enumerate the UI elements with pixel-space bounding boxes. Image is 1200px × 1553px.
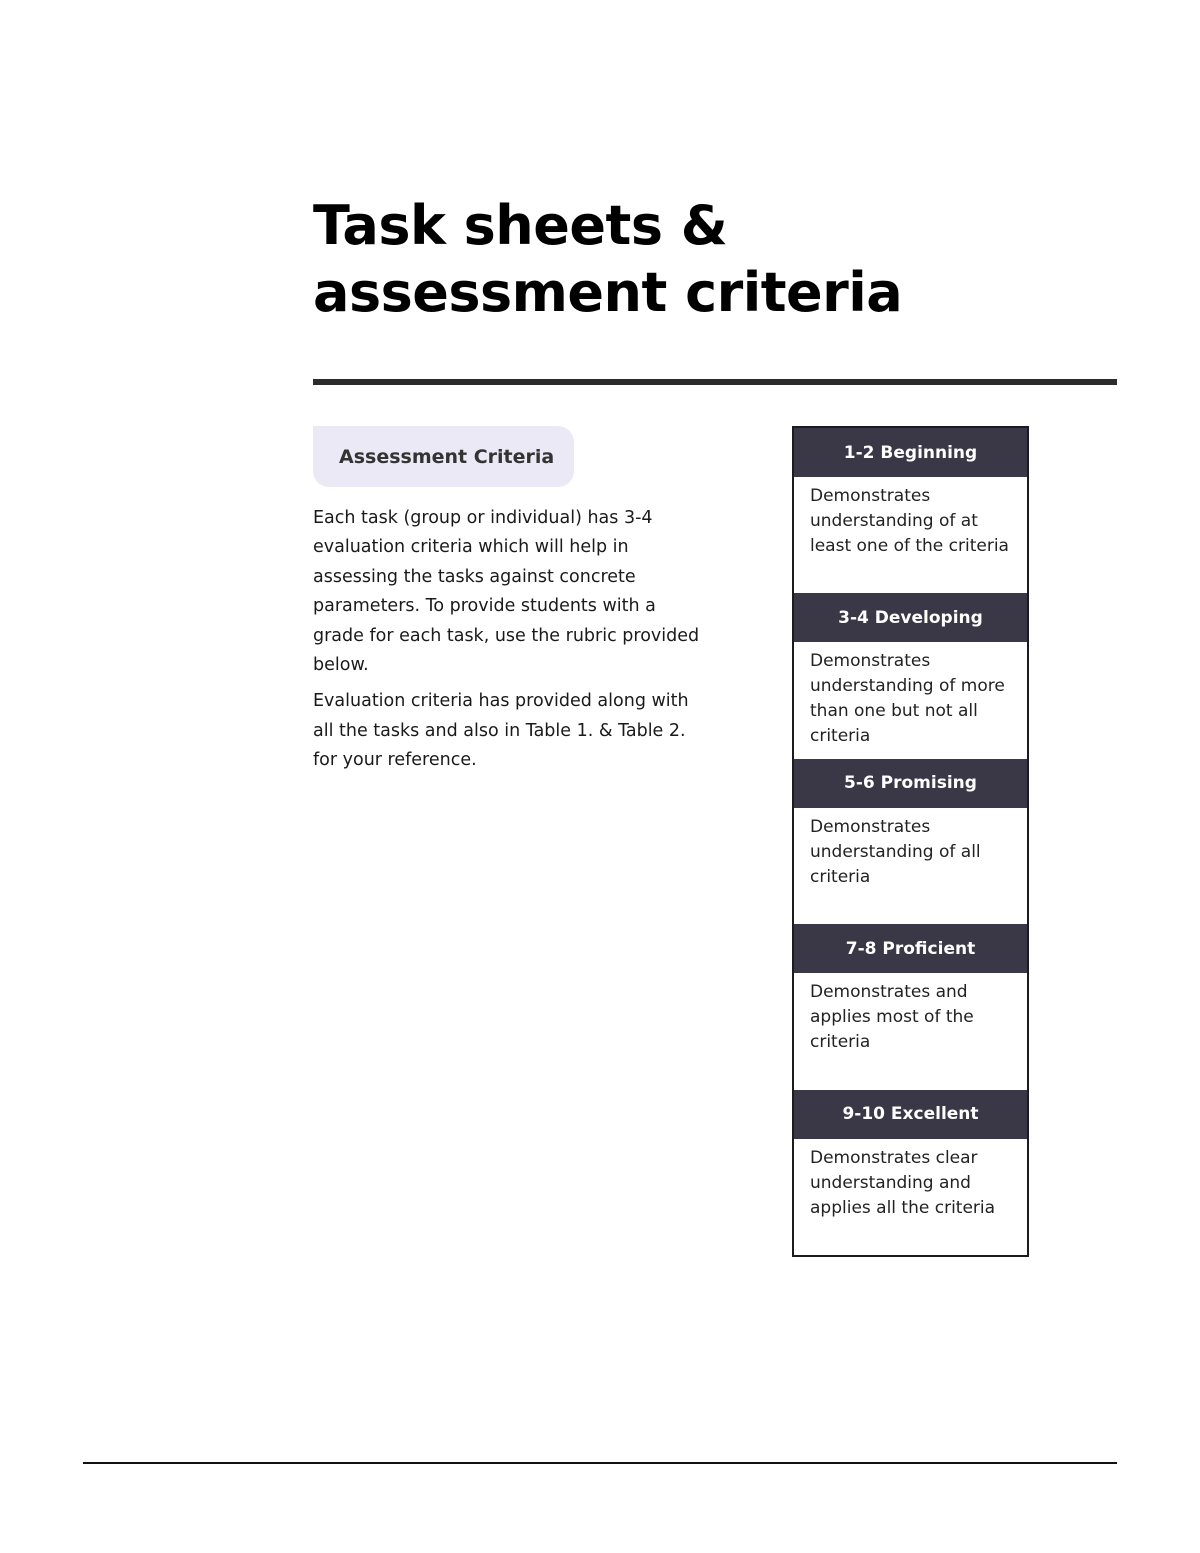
rubric-level-promising xyxy=(794,759,1027,924)
rubric-level-label: 3-4 Developing xyxy=(794,593,1027,642)
rubric-level-description: Demonstrates clear understanding and applies all the criteria xyxy=(810,1147,996,1218)
assessment-criteria-heading: Assessment Criteria xyxy=(313,426,574,487)
rubric-level-label: 1-2 Beginning xyxy=(794,428,1027,477)
rubric-level-label: 7-8 Proficient xyxy=(794,924,1027,973)
rubric-level-description: Demonstrates understanding of all criteria xyxy=(810,816,981,887)
rubric-level-description: Demonstrates understanding of at least one of the criteria xyxy=(810,486,1009,556)
rubric-level-excellent xyxy=(794,1090,1027,1255)
rubric-level-label: 9-10 Excellent xyxy=(794,1090,1027,1139)
grading-rubric xyxy=(792,426,1029,1257)
rubric-level-description: Demonstrates understanding of more than one but not all criteria xyxy=(810,651,1005,747)
page-title-line-1: Task sheets & xyxy=(313,194,728,257)
title-divider xyxy=(313,379,1117,385)
footer-divider xyxy=(83,1462,1117,1464)
intro-paragraph-2: Evaluation criteria has provided along with all the tasks and also in Table 1. & Table 2. for your reference. xyxy=(313,691,689,771)
page-title-line-2: assessment criteria xyxy=(313,261,903,324)
rubric-level-proficient xyxy=(794,924,1027,1089)
rubric-level-label: 5-6 Promising xyxy=(794,759,1027,808)
rubric-level-beginning xyxy=(794,428,1027,593)
rubric-level-description: Demonstrates and applies most of the criteria xyxy=(810,982,974,1053)
intro-paragraph-1: Each task (group or individual) has 3-4 evaluation criteria which will help in assessing the tasks against concrete parameters. To provide students with a grade for each task, use the rubric provided below. xyxy=(313,508,700,676)
assessment-intro xyxy=(313,504,708,783)
page-title xyxy=(313,192,1133,326)
rubric-level-developing xyxy=(794,593,1027,758)
